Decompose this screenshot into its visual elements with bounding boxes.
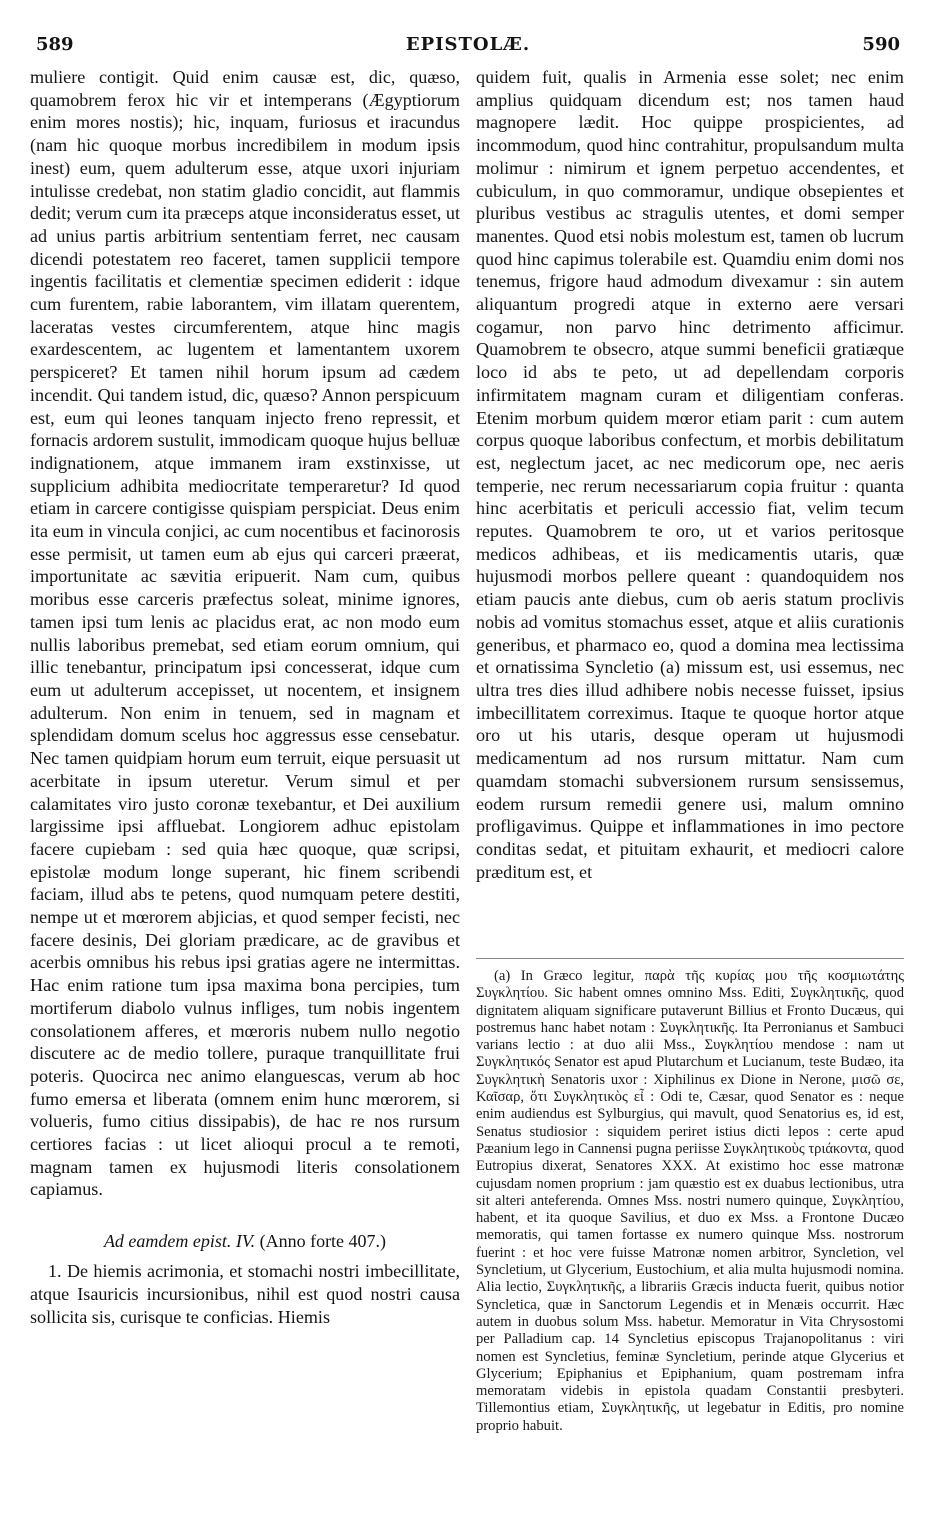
page-number-right: 590 (862, 34, 900, 55)
left-column-text: muliere contigit. Quid enim causæ est, dic, quæso, quamobrem ferox hic vir et intemperans (Ægyptiorum enim mores nostis); hic, inquam, furiosus et iracundus (nam hic quoque morbus incredibilem in modum ipsis inest) eum, quem adulterum esse, atque uxori injuriam intulisse credebat, non statim gladio concidit, aut flammis dedit; verum cum ita præceps atque inconsideratus esset, ut ad unius partis arbitrium sententiam ferret, nec causam dicendi potestatem reo faceret, tamen supplicii tempore ingentis facilitatis et clementiæ specimen ediderit : idque cum furentem, rabie laborantem, vim illatam querentem, laceratas vestes circumferentem, atque hinc magis exardescentem, ac lugentem et lamentantem uxorem perspiceret? Et tamen nihil horum ipsum ad cædem incendit. Qui tandem istud, dic, quæso? Annon perspicuum est, eum qui leones tanquam injecto freno repressit, et fornacis ardorem sustulit, immodicam quoque hujus belluæ indignationem, atque immanem iram exstinxisse, ut supplicium adhibita mediocritate temperaretur? Id quod etiam in carcere contigisse quispiam perspiciat. Deus enim ita eum in vincula conjici, ac cum nocentibus et facinorosis esse permisit, ut tamen eum ab ejus qui carceri præerat, importunitate ac sævitia eripuerit. Nam cum, quibus moribus esse carceris præfectus soleat, minime ignores, tamen ipsi tum lenis ac placidus erat, ac non modo eum nullis laboribus premebat, sed etiam eorum omnium, qui illic tenebantur, principatum ipsi concesserat, idque cum eum ut adulterum accepisset, ut nocentem, et insignem adulterum. Non enim in tenuem, sed in magnam et splendidam domum scelus hoc aggressus esse censebatur. Nec tamen quidpiam horum eum terruit, eique persuasit ut acerbitate in ipsum uteretur. Verum simul et per calamitates viro justo coronæ texebantur, et Dei auxilium largissime ipsi affluebat. Longiorem adhuc epistolam facere cupiebam : sed quia hæc quoque, quæ scripsi, epistolæ modum longe superant, hic finem scribendi faciam, illud abs te petens, quod numquam petere destiti, nempe ut et mœrorem abjicias, et quod semper fecisti, nec facere desinis, Dei gloriam prædicare, ac de gravibus et acerbis omnibus his rebus ipsi gratias agere ne intermittas. Hac enim ratione tum ipsa maxima bona percipies, tum mortiferum diabolo vulnus infliges, tum nobis ingentem consolationem afferes, et mœroris nubem nullo negotio discutere ac de medio tollere, puraque tranquillitate frui poteris. Quocirca nec animo elanguescas, verum ab hoc fumo emersa et liberata (omnem enim hunc mœrorem, si volueris, fumo citius dissipabis), de hac re nos rursum certiores facias : ut licet alioqui procul a te remoti, magnam tamen ex hujusmodi literis consolationem capiamus. (30, 67, 460, 1200)
footnote: (a) In Græco legitur, παρὰ τῆς κυρίας μου τῆς κοσμιωτάτης Συγκλητίου. Sic habent omnes omnino Mss. Editi, Συγκλητικῆς, quod dignitatem aliquam significare putaverunt Billius et Fronto Ducæus, qui postremus hanc habet notam : Συγκλητικῆς. Ita Perronianus et Sambuci varians lectio : at duo alii Mss., Συγκλητίου mendose : nam ut Συγκλητικός Senator est apud Plutarchum et Lucianum, teste Budæo, ita Συγκλητικὴ Senatoris uxor : Xiphilinus ex Dione in Nerone, μισῶ σε, Καῖσαρ, ὅτι Συγκλητικὸς εἶ : Odi te, Cæsar, quod Senator es : neque enim audiendus est Sylburgius, qui mavult, quod Senatorius es, id est, Senatus studiosior : siquidem periret istius dicti lepos : certe apud Pæanium lego in Cannensi pugna periisse Συγκλητικοὺς τριάκοντα, quod Eutropius dixerat, Senatores XXX. At existimo hoc esse matronæ cujusdam nomen proprium : jam quæstio est ex duabus lectionibus, utra sit alteri anteferenda. Omnes Mss. nostri numero quinque, Συγκλητίου, habent, et ita quoque Savilius, et duo ex Mss. a Frontone Ducæo memoratis, qui tamen fortasse ex numero quinque Mss. nostrorum fuerint : et hoc vere fuisse Matronæ nomen arbitror, Syncletion, vel Syncletium, ut Glycerium, Eustochium, et alia multa hujusmodi nomina. Alia lectio, Συγκλητικῆς, a librariis Græcis inducta fuerit, quibus notior Syncletica, quæ in Sanctorum Legendis et in Menæis occurrit. Hæc autem in duobus solum Mss. habetur. Memoratur in Vita Chrysostomi per Palladium cap. 14 Syncletius episcopus Trajanopolitanus : viri nomen est Syncletius, feminæ Syncletium, perinde atque Glycerius et Glycerium; Epiphanius et Epiphanium, quam postremam infra memoratam videbis in epistola quadam Constantii presbyteri. Tillemontius etiam, Συγκλητικῆς, ut legebatur in Editis, pro nomine proprio habuit. (476, 968, 904, 1434)
left-column (30, 66, 460, 1328)
running-title: EPISTOLÆ. (405, 34, 531, 55)
footnote-rule (476, 958, 904, 959)
section-text: 1. De hiemis acrimonia, et stomachi nostri imbecillitate, atque Isauricis incursionibus, nihil est quod nostri causa sollicita sis, curisque te conficias. Hiemis (30, 1261, 460, 1327)
section-heading-title: Ad eamdem epist. IV. (103, 1231, 256, 1252)
right-column (476, 66, 904, 883)
right-column-text: quidem fuit, qualis in Armenia esse solet; nec enim amplius quidquam dicendum est; nos tamen haud magnopere lædit. Hoc quippe prospicientes, ad incommodum, quod hinc contrahitur, propulsandum multa molimur : nimirum et ignem perpetuo accendentes, et cubiculum, in quo commoramur, undique obsepientes et pluribus vestibus ac stragulis utentes, et domi semper manentes. Quod etsi nobis molestum est, tamen ob lucrum quod hinc capimus tolerabile est. Quamdiu enim domi nos tenemus, frigore haud admodum divexamur : sin autem aliquantum progredi atque in externo aere versari cogamur, non parvo hinc detrimento afficimur. Quamobrem te obsecro, atque summi beneficii gratiæque loco id abs te peto, ut ad depellendam corporis infirmitatem magnam curam et diligentiam conferas. Etenim morbum quidem mœror etiam parit : cum autem corpus quoque laboribus confectum, et morbis debilitatum est, neglectum jacet, ac nec medicorum ope, nec aeris temperie, nec rerum necessariarum copia fruitur : quanta hinc acerbitatis et periculi accessio fiat, velim tecum reputes. Quamobrem te oro, ut et varios peritosque medicos adhibeas, et iis medicamentis utaris, quæ hujusmodi morbos pellere queant : quandoquidem nos etiam paucis ante diebus, cum ob aeris statum proclivis nobis ad vomitus stomachus esset, atque et aliis curationis generibus, et pharmaco eo, quod a domina mea lectissima et ornatissima Syncletio (a) missum est, usi essemus, nec ultra tres dies illud adhibere nobis necesse fuisset, ipsius imbecillitatem correximus. Itaque te quoque hortor atque oro ut his utaris, desque operam ut hujusmodi medicamentum ad nos rursum mittatur. Nam cum quamdam stomachi subversionem rursum sensissemus, eodem rursum remedii genere usi, malum omnino profligavimus. Quippe et inflammationes in imo pectore conditas sedat, et pituitam exhaurit, et mediocri calore præditum est, et (476, 67, 904, 882)
section-heading (30, 1231, 460, 1252)
running-head (30, 28, 906, 58)
page-number-left: 589 (36, 34, 74, 55)
section-heading-date: (Anno forte 407.) (255, 1231, 387, 1252)
